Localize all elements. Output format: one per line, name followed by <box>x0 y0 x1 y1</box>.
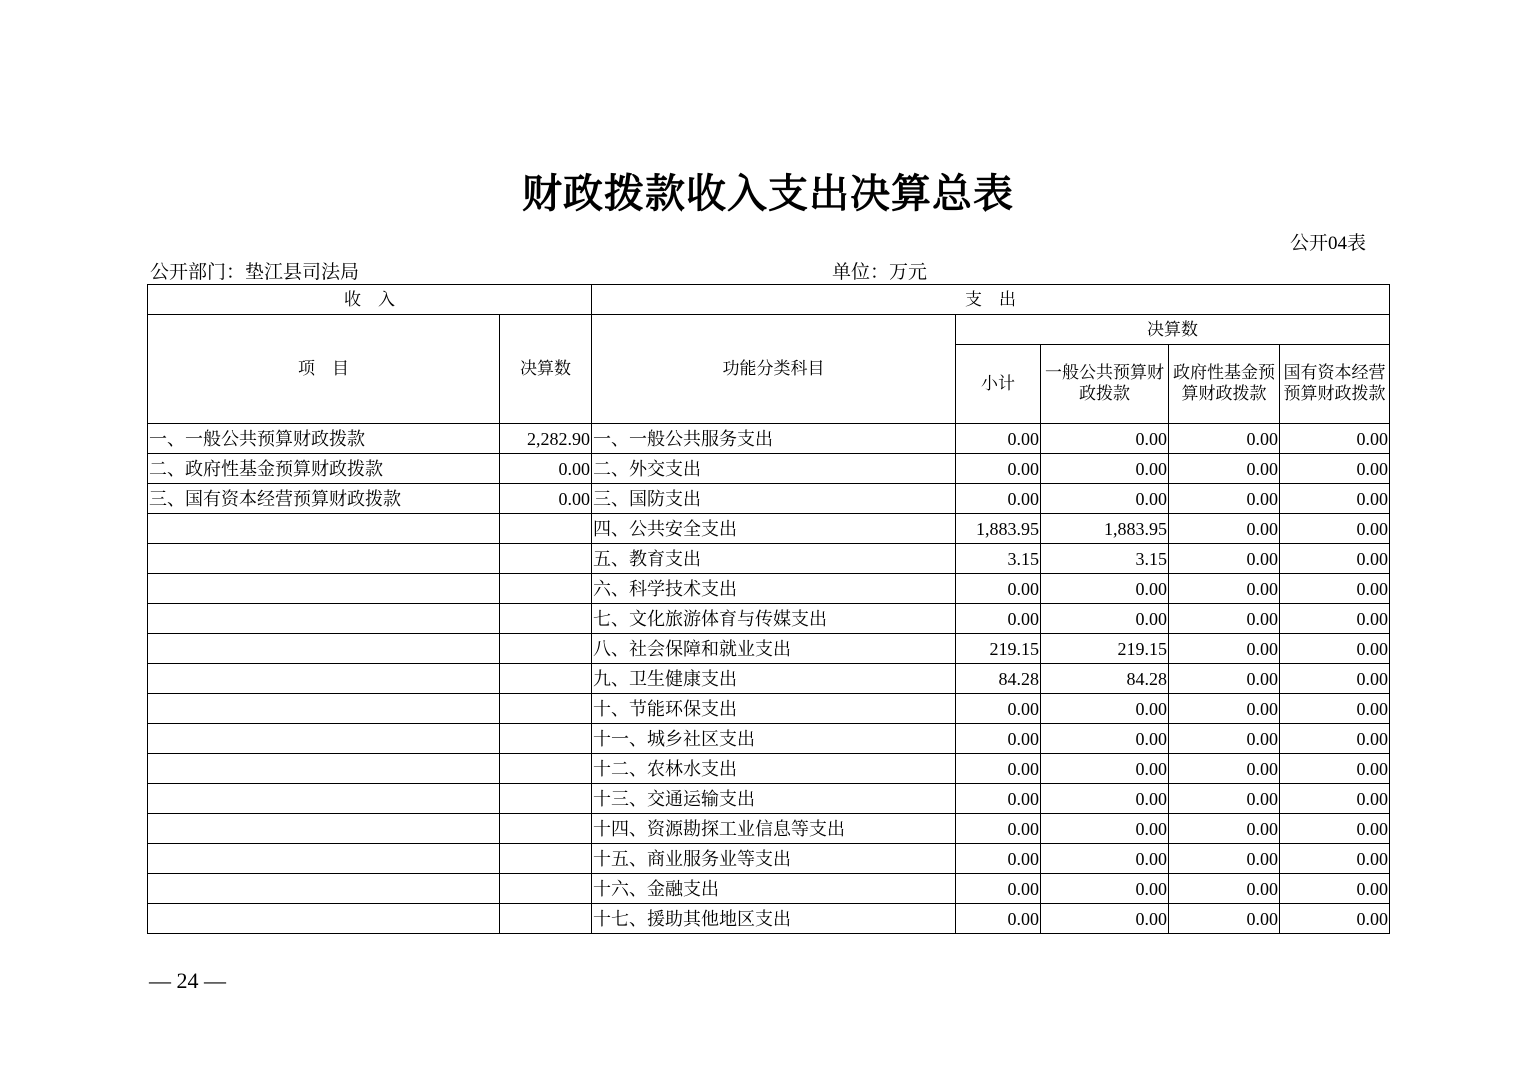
general-budget-cell: 0.00 <box>1041 904 1169 934</box>
category-cell: 五、教育支出 <box>592 544 956 574</box>
income-amount-cell <box>500 664 592 694</box>
table-row <box>148 694 1390 724</box>
gov-fund-cell: 0.00 <box>1169 784 1280 814</box>
category-cell: 十七、援助其他地区支出 <box>592 904 956 934</box>
income-item-cell <box>148 664 500 694</box>
state-capital-cell: 0.00 <box>1280 634 1390 664</box>
income-item-cell: 三、国有资本经营预算财政拨款 <box>148 484 500 514</box>
gov-fund-cell: 0.00 <box>1169 514 1280 544</box>
category-cell: 一、一般公共服务支出 <box>592 424 956 454</box>
income-amount-cell <box>500 634 592 664</box>
table-row <box>148 544 1390 574</box>
gov-fund-cell: 0.00 <box>1169 694 1280 724</box>
category-cell: 十三、交通运输支出 <box>592 784 956 814</box>
subtotal-cell: 0.00 <box>956 784 1041 814</box>
subtotal-cell: 0.00 <box>956 484 1041 514</box>
income-item-cell <box>148 604 500 634</box>
income-amount-cell <box>500 814 592 844</box>
income-amount-cell <box>500 754 592 784</box>
income-amount-cell <box>500 904 592 934</box>
general-budget-cell: 0.00 <box>1041 574 1169 604</box>
general-budget-cell: 1,883.95 <box>1041 514 1169 544</box>
general-budget-header: 一般公共预算财政拨款 <box>1041 345 1169 424</box>
general-budget-cell: 0.00 <box>1041 694 1169 724</box>
state-capital-cell: 0.00 <box>1280 694 1390 724</box>
subtotal-cell: 0.00 <box>956 844 1041 874</box>
subtotal-cell: 0.00 <box>956 754 1041 784</box>
state-capital-cell: 0.00 <box>1280 904 1390 934</box>
income-item-cell <box>148 784 500 814</box>
budget-table <box>147 284 1390 934</box>
general-budget-cell: 219.15 <box>1041 634 1169 664</box>
item-header: 项 目 <box>148 315 500 424</box>
header-row-1 <box>148 285 1390 315</box>
category-cell: 十六、金融支出 <box>592 874 956 904</box>
general-budget-cell: 0.00 <box>1041 484 1169 514</box>
gov-fund-cell: 0.00 <box>1169 844 1280 874</box>
category-cell: 十五、商业服务业等支出 <box>592 844 956 874</box>
state-capital-header: 国有资本经营预算财政拨款 <box>1280 345 1390 424</box>
general-budget-cell: 0.00 <box>1041 754 1169 784</box>
income-item-cell: 一、一般公共预算财政拨款 <box>148 424 500 454</box>
gov-fund-cell: 0.00 <box>1169 664 1280 694</box>
gov-fund-cell: 0.00 <box>1169 874 1280 904</box>
gov-fund-cell: 0.00 <box>1169 724 1280 754</box>
table-row <box>148 724 1390 754</box>
state-capital-cell: 0.00 <box>1280 784 1390 814</box>
state-capital-cell: 0.00 <box>1280 454 1390 484</box>
gov-fund-cell: 0.00 <box>1169 634 1280 664</box>
income-amount-cell <box>500 544 592 574</box>
table-row <box>148 634 1390 664</box>
subtotal-cell: 0.00 <box>956 874 1041 904</box>
form-number: 公开04表 <box>1290 233 1367 254</box>
subtotal-cell: 84.28 <box>956 664 1041 694</box>
income-item-cell <box>148 874 500 904</box>
state-capital-cell: 0.00 <box>1280 754 1390 784</box>
income-item-cell <box>148 814 500 844</box>
state-capital-cell: 0.00 <box>1280 664 1390 694</box>
department-line: 公开部门：垫江县司法局 <box>150 262 360 283</box>
state-capital-cell: 0.00 <box>1280 724 1390 754</box>
income-item-cell <box>148 724 500 754</box>
income-amount-cell <box>500 514 592 544</box>
page-title: 财政拨款收入支出决算总表 <box>522 171 1014 216</box>
general-budget-cell: 0.00 <box>1041 814 1169 844</box>
header-row-2 <box>148 315 1390 345</box>
income-item-cell <box>148 754 500 784</box>
subtotal-cell: 219.15 <box>956 634 1041 664</box>
state-capital-cell: 0.00 <box>1280 814 1390 844</box>
page-number: — 24 — <box>149 968 226 993</box>
income-amount-cell <box>500 574 592 604</box>
subtotal-header: 小计 <box>956 345 1041 424</box>
table-row <box>148 874 1390 904</box>
table-row <box>148 484 1390 514</box>
income-header: 收 入 <box>148 285 592 315</box>
gov-fund-cell: 0.00 <box>1169 574 1280 604</box>
state-capital-cell: 0.00 <box>1280 604 1390 634</box>
expense-header: 支 出 <box>592 285 1390 315</box>
category-cell: 十四、资源勘探工业信息等支出 <box>592 814 956 844</box>
income-item-cell <box>148 844 500 874</box>
general-budget-cell: 3.15 <box>1041 544 1169 574</box>
general-budget-cell: 0.00 <box>1041 874 1169 904</box>
income-amount-cell <box>500 724 592 754</box>
income-item-cell <box>148 574 500 604</box>
table-row <box>148 604 1390 634</box>
gov-fund-cell: 0.00 <box>1169 814 1280 844</box>
general-budget-cell: 0.00 <box>1041 424 1169 454</box>
state-capital-cell: 0.00 <box>1280 874 1390 904</box>
table-row <box>148 784 1390 814</box>
category-cell: 六、科学技术支出 <box>592 574 956 604</box>
category-cell: 三、国防支出 <box>592 484 956 514</box>
general-budget-cell: 0.00 <box>1041 604 1169 634</box>
subtotal-cell: 0.00 <box>956 424 1041 454</box>
gov-fund-cell: 0.00 <box>1169 484 1280 514</box>
subtotal-cell: 0.00 <box>956 904 1041 934</box>
income-amount-header: 决算数 <box>500 315 592 424</box>
general-budget-cell: 0.00 <box>1041 454 1169 484</box>
unit-line: 单位：万元 <box>832 262 928 283</box>
category-cell: 二、外交支出 <box>592 454 956 484</box>
table-row <box>148 844 1390 874</box>
table-row <box>148 754 1390 784</box>
income-item-cell <box>148 544 500 574</box>
income-amount-cell <box>500 694 592 724</box>
gov-fund-header: 政府性基金预算财政拨款 <box>1169 345 1280 424</box>
subtotal-cell: 0.00 <box>956 604 1041 634</box>
general-budget-cell: 84.28 <box>1041 664 1169 694</box>
income-amount-cell <box>500 874 592 904</box>
table-row <box>148 514 1390 544</box>
income-amount-cell <box>500 604 592 634</box>
state-capital-cell: 0.00 <box>1280 424 1390 454</box>
state-capital-cell: 0.00 <box>1280 574 1390 604</box>
category-cell: 四、公共安全支出 <box>592 514 956 544</box>
state-capital-cell: 0.00 <box>1280 514 1390 544</box>
category-cell: 八、社会保障和就业支出 <box>592 634 956 664</box>
income-item-cell: 二、政府性基金预算财政拨款 <box>148 454 500 484</box>
income-amount-cell <box>500 844 592 874</box>
gov-fund-cell: 0.00 <box>1169 754 1280 784</box>
income-amount-cell: 2,282.90 <box>500 424 592 454</box>
category-cell: 十、节能环保支出 <box>592 694 956 724</box>
category-cell: 十一、城乡社区支出 <box>592 724 956 754</box>
general-budget-cell: 0.00 <box>1041 844 1169 874</box>
general-budget-cell: 0.00 <box>1041 724 1169 754</box>
category-cell: 十二、农林水支出 <box>592 754 956 784</box>
table-row <box>148 664 1390 694</box>
category-cell: 九、卫生健康支出 <box>592 664 956 694</box>
income-item-cell <box>148 694 500 724</box>
subtotal-cell: 0.00 <box>956 724 1041 754</box>
state-capital-cell: 0.00 <box>1280 544 1390 574</box>
table-row <box>148 904 1390 934</box>
category-cell: 七、文化旅游体育与传媒支出 <box>592 604 956 634</box>
state-capital-cell: 0.00 <box>1280 844 1390 874</box>
gov-fund-cell: 0.00 <box>1169 454 1280 484</box>
table-row <box>148 454 1390 484</box>
subtotal-cell: 0.00 <box>956 454 1041 484</box>
gov-fund-cell: 0.00 <box>1169 424 1280 454</box>
income-amount-cell: 0.00 <box>500 484 592 514</box>
general-budget-cell: 0.00 <box>1041 784 1169 814</box>
subtotal-cell: 0.00 <box>956 694 1041 724</box>
subtotal-cell: 0.00 <box>956 574 1041 604</box>
gov-fund-cell: 0.00 <box>1169 904 1280 934</box>
income-item-cell <box>148 904 500 934</box>
state-capital-cell: 0.00 <box>1280 484 1390 514</box>
table-row <box>148 574 1390 604</box>
income-item-cell <box>148 514 500 544</box>
gov-fund-cell: 0.00 <box>1169 604 1280 634</box>
function-category-header: 功能分类科目 <box>592 315 956 424</box>
subtotal-cell: 3.15 <box>956 544 1041 574</box>
income-item-cell <box>148 634 500 664</box>
subtotal-cell: 1,883.95 <box>956 514 1041 544</box>
income-amount-cell: 0.00 <box>500 454 592 484</box>
gov-fund-cell: 0.00 <box>1169 544 1280 574</box>
table-row <box>148 814 1390 844</box>
expense-amount-header: 决算数 <box>956 315 1390 345</box>
table-row <box>148 424 1390 454</box>
income-amount-cell <box>500 784 592 814</box>
subtotal-cell: 0.00 <box>956 814 1041 844</box>
